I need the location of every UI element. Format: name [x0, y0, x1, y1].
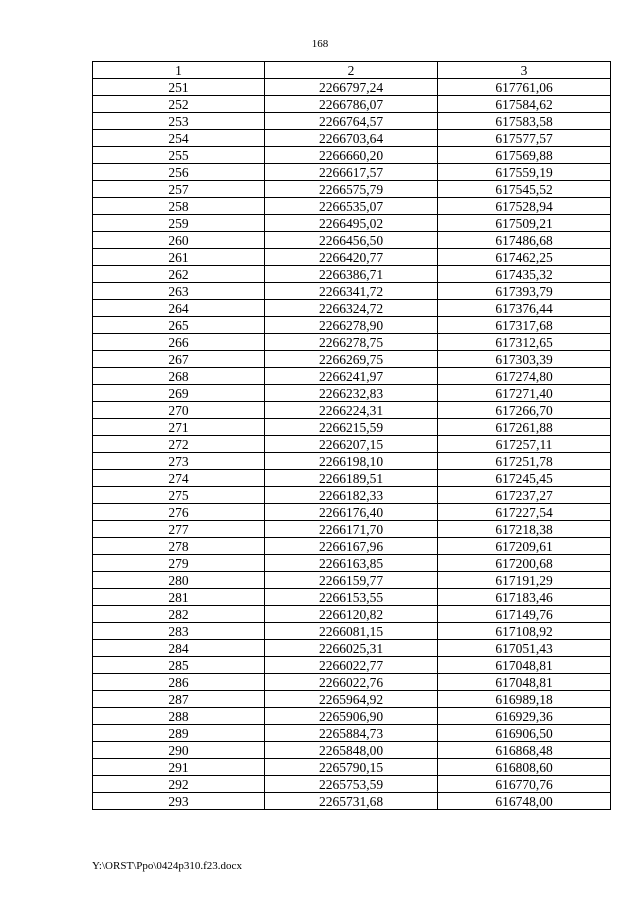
point-number-cell: 269	[93, 385, 265, 402]
y-coordinate-cell: 617509,21	[438, 215, 611, 232]
point-number-cell: 259	[93, 215, 265, 232]
table-row	[93, 113, 611, 130]
table-body	[93, 79, 611, 810]
point-number-cell: 254	[93, 130, 265, 147]
column-header-2: 2	[265, 62, 438, 79]
x-coordinate-cell: 2266495,02	[265, 215, 438, 232]
point-number-cell: 281	[93, 589, 265, 606]
y-coordinate-cell: 617317,68	[438, 317, 611, 334]
x-coordinate-cell: 2266022,77	[265, 657, 438, 674]
y-coordinate-cell: 617761,06	[438, 79, 611, 96]
y-coordinate-cell: 617393,79	[438, 283, 611, 300]
table-row	[93, 96, 611, 113]
table-row	[93, 742, 611, 759]
y-coordinate-cell: 617274,80	[438, 368, 611, 385]
table-row	[93, 351, 611, 368]
point-number-cell: 260	[93, 232, 265, 249]
y-coordinate-cell: 617559,19	[438, 164, 611, 181]
point-number-cell: 251	[93, 79, 265, 96]
table-row	[93, 79, 611, 96]
table-row	[93, 589, 611, 606]
y-coordinate-cell: 616748,00	[438, 793, 611, 810]
x-coordinate-cell: 2266081,15	[265, 623, 438, 640]
y-coordinate-cell: 617583,58	[438, 113, 611, 130]
point-number-cell: 276	[93, 504, 265, 521]
y-coordinate-cell: 616808,60	[438, 759, 611, 776]
x-coordinate-cell: 2266241,97	[265, 368, 438, 385]
y-coordinate-cell: 617257,11	[438, 436, 611, 453]
x-coordinate-cell: 2266182,33	[265, 487, 438, 504]
x-coordinate-cell: 2266176,40	[265, 504, 438, 521]
x-coordinate-cell: 2266386,71	[265, 266, 438, 283]
x-coordinate-cell: 2266159,77	[265, 572, 438, 589]
point-number-cell: 277	[93, 521, 265, 538]
table-row	[93, 521, 611, 538]
x-coordinate-cell: 2266224,31	[265, 402, 438, 419]
page-number: 168	[311, 38, 329, 50]
point-number-cell: 265	[93, 317, 265, 334]
y-coordinate-cell: 617200,68	[438, 555, 611, 572]
point-number-cell: 292	[93, 776, 265, 793]
table-row	[93, 606, 611, 623]
y-coordinate-cell: 617048,81	[438, 657, 611, 674]
table-row	[93, 368, 611, 385]
y-coordinate-cell: 617569,88	[438, 147, 611, 164]
y-coordinate-cell: 617545,52	[438, 181, 611, 198]
table-row	[93, 402, 611, 419]
x-coordinate-cell: 2266420,77	[265, 249, 438, 266]
table-row	[93, 334, 611, 351]
x-coordinate-cell: 2266797,24	[265, 79, 438, 96]
point-number-cell: 264	[93, 300, 265, 317]
table-row	[93, 130, 611, 147]
x-coordinate-cell: 2266341,72	[265, 283, 438, 300]
table-row	[93, 640, 611, 657]
table-row	[93, 657, 611, 674]
y-coordinate-cell: 617261,88	[438, 419, 611, 436]
table-row	[93, 691, 611, 708]
y-coordinate-cell: 616929,36	[438, 708, 611, 725]
point-number-cell: 258	[93, 198, 265, 215]
y-coordinate-cell: 616989,18	[438, 691, 611, 708]
x-coordinate-cell: 2266207,15	[265, 436, 438, 453]
table-row	[93, 623, 611, 640]
y-coordinate-cell: 617376,44	[438, 300, 611, 317]
x-coordinate-cell: 2265753,59	[265, 776, 438, 793]
point-number-cell: 272	[93, 436, 265, 453]
x-coordinate-cell: 2265848,00	[265, 742, 438, 759]
point-number-cell: 268	[93, 368, 265, 385]
table-row	[93, 555, 611, 572]
point-number-cell: 256	[93, 164, 265, 181]
y-coordinate-cell: 617108,92	[438, 623, 611, 640]
point-number-cell: 275	[93, 487, 265, 504]
y-coordinate-cell: 617048,81	[438, 674, 611, 691]
y-coordinate-cell: 617266,70	[438, 402, 611, 419]
x-coordinate-cell: 2266575,79	[265, 181, 438, 198]
point-number-cell: 286	[93, 674, 265, 691]
y-coordinate-cell: 617251,78	[438, 453, 611, 470]
table-row	[93, 419, 611, 436]
point-number-cell: 280	[93, 572, 265, 589]
y-coordinate-cell: 617191,29	[438, 572, 611, 589]
x-coordinate-cell: 2266120,82	[265, 606, 438, 623]
point-number-cell: 274	[93, 470, 265, 487]
y-coordinate-cell: 617435,32	[438, 266, 611, 283]
y-coordinate-cell: 617486,68	[438, 232, 611, 249]
point-number-cell: 273	[93, 453, 265, 470]
table-row	[93, 300, 611, 317]
table-row	[93, 572, 611, 589]
y-coordinate-cell: 617528,94	[438, 198, 611, 215]
y-coordinate-cell: 617303,39	[438, 351, 611, 368]
table-row	[93, 181, 611, 198]
table-row	[93, 436, 611, 453]
point-number-cell: 252	[93, 96, 265, 113]
table-row	[93, 487, 611, 504]
coordinates-table	[92, 61, 611, 810]
y-coordinate-cell: 617183,46	[438, 589, 611, 606]
x-coordinate-cell: 2266153,55	[265, 589, 438, 606]
table-row	[93, 504, 611, 521]
x-coordinate-cell: 2266703,64	[265, 130, 438, 147]
table-row	[93, 538, 611, 555]
point-number-cell: 262	[93, 266, 265, 283]
x-coordinate-cell: 2266025,31	[265, 640, 438, 657]
x-coordinate-cell: 2266278,75	[265, 334, 438, 351]
point-number-cell: 279	[93, 555, 265, 572]
x-coordinate-cell: 2266022,76	[265, 674, 438, 691]
point-number-cell: 293	[93, 793, 265, 810]
table-row	[93, 453, 611, 470]
x-coordinate-cell: 2266324,72	[265, 300, 438, 317]
x-coordinate-cell: 2266764,57	[265, 113, 438, 130]
table-row	[93, 793, 611, 810]
table-row	[93, 725, 611, 742]
table-row	[93, 164, 611, 181]
y-coordinate-cell: 616770,76	[438, 776, 611, 793]
point-number-cell: 291	[93, 759, 265, 776]
table-row	[93, 266, 611, 283]
table-header-row	[93, 62, 611, 79]
x-coordinate-cell: 2266278,90	[265, 317, 438, 334]
table-row	[93, 215, 611, 232]
table-row	[93, 674, 611, 691]
x-coordinate-cell: 2266535,07	[265, 198, 438, 215]
y-coordinate-cell: 617312,65	[438, 334, 611, 351]
y-coordinate-cell: 617462,25	[438, 249, 611, 266]
point-number-cell: 283	[93, 623, 265, 640]
y-coordinate-cell: 616906,50	[438, 725, 611, 742]
point-number-cell: 257	[93, 181, 265, 198]
table-row	[93, 776, 611, 793]
point-number-cell: 266	[93, 334, 265, 351]
point-number-cell: 289	[93, 725, 265, 742]
table-row	[93, 708, 611, 725]
point-number-cell: 284	[93, 640, 265, 657]
x-coordinate-cell: 2266269,75	[265, 351, 438, 368]
y-coordinate-cell: 617237,27	[438, 487, 611, 504]
x-coordinate-cell: 2266786,07	[265, 96, 438, 113]
table-row	[93, 283, 611, 300]
point-number-cell: 285	[93, 657, 265, 674]
point-number-cell: 255	[93, 147, 265, 164]
x-coordinate-cell: 2266163,85	[265, 555, 438, 572]
table-row	[93, 317, 611, 334]
table-row	[93, 232, 611, 249]
point-number-cell: 282	[93, 606, 265, 623]
y-coordinate-cell: 617227,54	[438, 504, 611, 521]
y-coordinate-cell: 617218,38	[438, 521, 611, 538]
y-coordinate-cell: 617051,43	[438, 640, 611, 657]
point-number-cell: 253	[93, 113, 265, 130]
table-row	[93, 249, 611, 266]
x-coordinate-cell: 2266660,20	[265, 147, 438, 164]
table-row	[93, 147, 611, 164]
x-coordinate-cell: 2266215,59	[265, 419, 438, 436]
y-coordinate-cell: 617209,61	[438, 538, 611, 555]
point-number-cell: 278	[93, 538, 265, 555]
x-coordinate-cell: 2266617,57	[265, 164, 438, 181]
point-number-cell: 263	[93, 283, 265, 300]
table-row	[93, 470, 611, 487]
column-header-3: 3	[438, 62, 611, 79]
x-coordinate-cell: 2266456,50	[265, 232, 438, 249]
x-coordinate-cell: 2266189,51	[265, 470, 438, 487]
x-coordinate-cell: 2265731,68	[265, 793, 438, 810]
x-coordinate-cell: 2266198,10	[265, 453, 438, 470]
table-row	[93, 759, 611, 776]
y-coordinate-cell: 617149,76	[438, 606, 611, 623]
x-coordinate-cell: 2266167,96	[265, 538, 438, 555]
x-coordinate-cell: 2265964,92	[265, 691, 438, 708]
y-coordinate-cell: 616868,48	[438, 742, 611, 759]
point-number-cell: 267	[93, 351, 265, 368]
point-number-cell: 287	[93, 691, 265, 708]
point-number-cell: 270	[93, 402, 265, 419]
table-row	[93, 385, 611, 402]
point-number-cell: 290	[93, 742, 265, 759]
y-coordinate-cell: 617271,40	[438, 385, 611, 402]
point-number-cell: 288	[93, 708, 265, 725]
x-coordinate-cell: 2266171,70	[265, 521, 438, 538]
point-number-cell: 261	[93, 249, 265, 266]
column-header-1: 1	[93, 62, 265, 79]
table-row	[93, 198, 611, 215]
point-number-cell: 271	[93, 419, 265, 436]
y-coordinate-cell: 617584,62	[438, 96, 611, 113]
x-coordinate-cell: 2265790,15	[265, 759, 438, 776]
y-coordinate-cell: 617245,45	[438, 470, 611, 487]
footer-file-path: Y:\ORST\Ppo\0424p310.f23.docx	[92, 860, 242, 872]
x-coordinate-cell: 2266232,83	[265, 385, 438, 402]
x-coordinate-cell: 2265906,90	[265, 708, 438, 725]
y-coordinate-cell: 617577,57	[438, 130, 611, 147]
x-coordinate-cell: 2265884,73	[265, 725, 438, 742]
